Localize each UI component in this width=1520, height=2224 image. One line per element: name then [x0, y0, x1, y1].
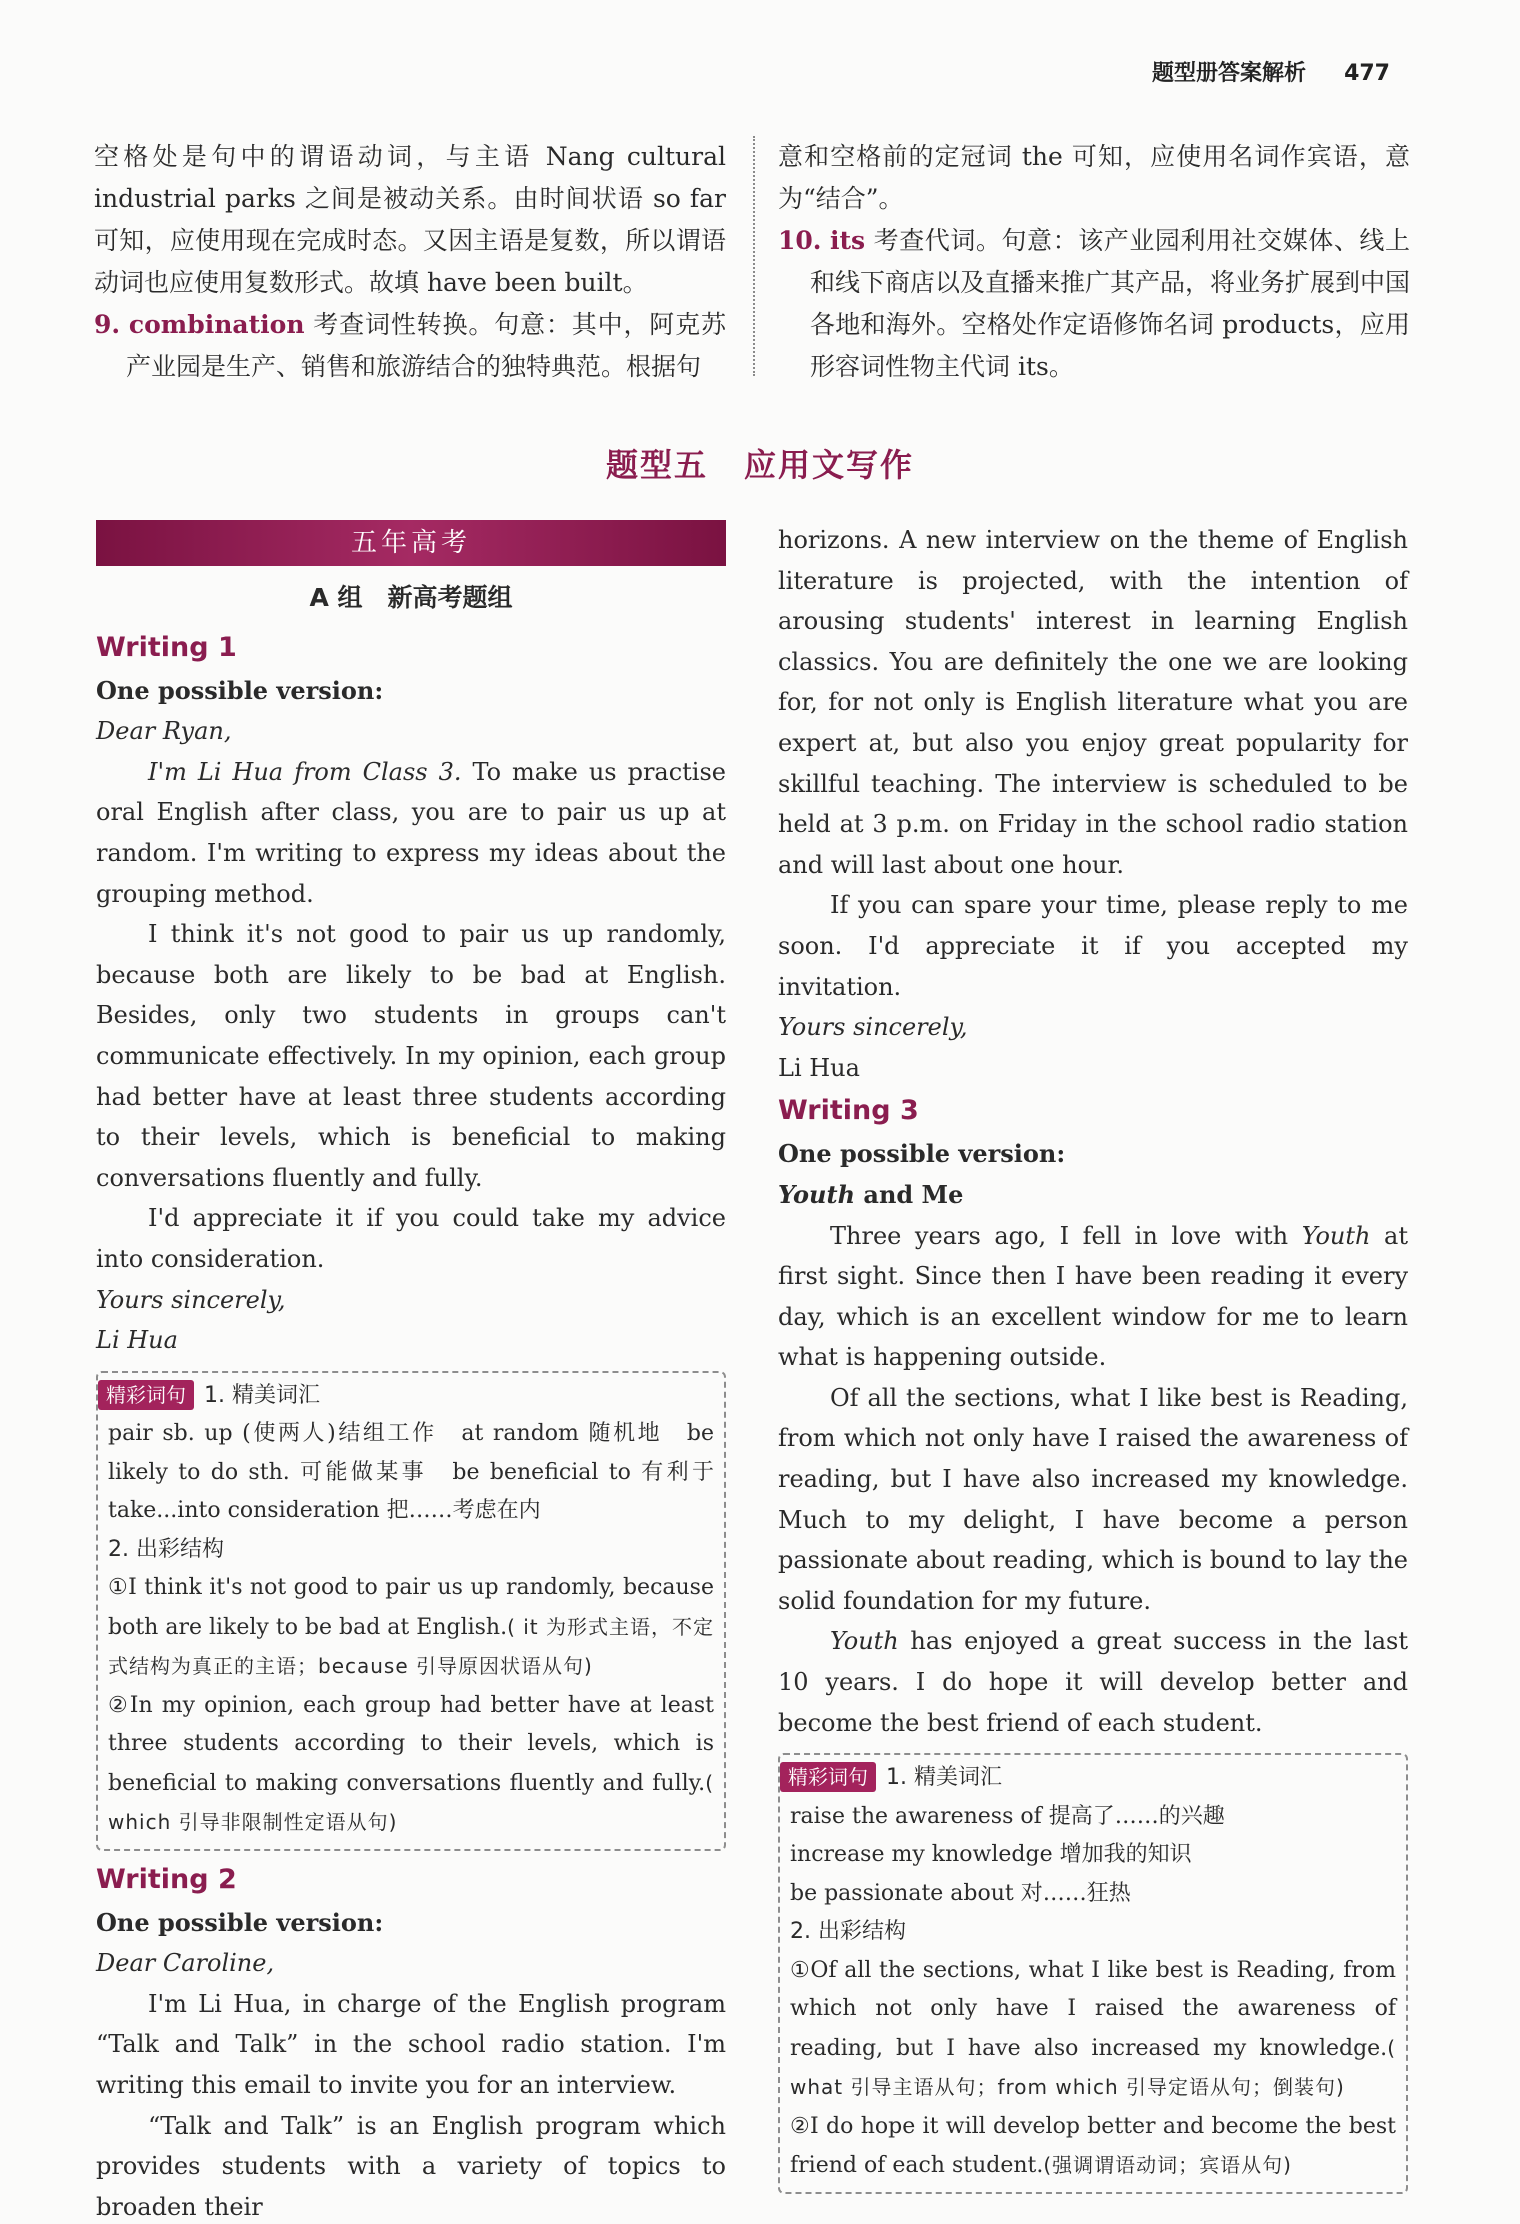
structure-item [108, 1569, 714, 1687]
paragraph-text: Three years ago, I fell in love with [830, 1221, 1302, 1250]
paragraph: If you can spare your time, please reply to me soon. I'd appreciate it if you accepted my invitation. [778, 891, 1408, 1001]
structure-heading: 2. 出彩结构 [790, 1919, 906, 1945]
answer-explanation-8: 空格处是句中的谓语动词，与主语 Nang cultural industrial parks 之间是被动关系。由时间状语 so far 可知，应使用现在完成时态。又因主语是复数，所以谓语动词也应使用复数形式。故填 have been built。 [94, 142, 726, 297]
structure-item [790, 1952, 1396, 2108]
paragraph-text: at first sight. Since then I have been reading it every day, which is an excellent window for me to learn what is happening outside. [778, 1221, 1408, 1372]
right-column [778, 520, 1408, 2194]
structure-sentence: ②I do hope it will develop better and become the best friend of each student. [790, 2113, 1396, 2179]
paragraph [96, 752, 726, 914]
running-head-title: 题型册答案解析 [1152, 61, 1307, 86]
group-title: A 组 新高考题组 [309, 583, 513, 612]
page-number: 477 [1344, 61, 1390, 86]
magazine-name: Youth [830, 1627, 899, 1656]
item-number: 10. [778, 226, 822, 255]
structure-note: ( it 为形式主语，不定式结构为真正的主语；because 引导原因状语从句) [108, 1614, 715, 1679]
top-right-column [778, 136, 1410, 388]
essay-title-italic: Youth [778, 1179, 856, 1209]
essay-title [778, 1175, 1408, 1216]
section-name: 应用文写作 [744, 446, 915, 484]
section-label: 题型五 [605, 446, 708, 484]
paragraph-text: has enjoyed a great success in the last 10 years. I do hope it will develop better and become the best friend of each student. [778, 1627, 1408, 1737]
answer-word: its [830, 226, 866, 255]
answer-text: 考查代词。句意：该产业园利用社交媒体、线上和线下商店以及直播来推广其产品，将业务扩展到中国各地和海外。空格处作定语修饰名词 products，应用形容词性物主代词 its。 [810, 226, 1411, 381]
paragraph: I'm Li Hua, in charge of the English program “Talk and Talk” in the school radio station. I'm writing this email to invite you for an interview. [96, 1989, 726, 2100]
structure-note: ( what 引导主语从句；from which 引导定语从句；倒装句) [790, 2035, 1396, 2100]
writing-2-heading: Writing 2 [96, 1863, 237, 1895]
structure-item [108, 1687, 714, 1843]
vocab-heading: 1. 精美词汇 [204, 1382, 320, 1408]
column-divider [753, 136, 755, 376]
salutation: Dear Ryan, [96, 717, 232, 746]
paragraph: Of all the sections, what I like best is Reading, from which not only have I raised the awareness of reading, but I have also increased my knowledge. Much to my delight, I have become a person passionate about reading, which is bound to lay the solid foundation for my future. [778, 1383, 1408, 1615]
paragraph-text: To make us practise oral English after class, you are to pair us up at random. I'm writing to express my ideas about the grouping method. [96, 757, 727, 908]
answer-item-9 [94, 304, 726, 388]
vocab-heading: 1. 精美词汇 [886, 1765, 1002, 1791]
highlights-box [778, 1753, 1408, 2194]
structure-note: ( which 引导非限制性定语从句) [108, 1770, 714, 1835]
structure-sentence: ②In my opinion, each group had better have at least three students according to their levels, which is beneficial to making conversations fluently and fully. [108, 1692, 714, 1796]
signature-name: Li Hua [96, 1326, 178, 1355]
section-title [0, 440, 1520, 486]
salutation: Dear Caroline, [96, 1949, 275, 1978]
paragraph [778, 1216, 1408, 1378]
writing-3-heading: Writing 3 [778, 1095, 919, 1127]
version-label: One possible version: [96, 675, 384, 705]
highlights-tag: 精彩词句 [780, 1762, 876, 1792]
paragraph [778, 1621, 1408, 1743]
paragraph: I'd appreciate it if you could take my advice into consideration. [96, 1204, 726, 1273]
essay-title-rest: and Me [855, 1179, 964, 1209]
paragraph: “Talk and Talk” is an English program which provides students with a variety of topics to broaden their [96, 2111, 726, 2221]
paragraph: I think it's not good to pair us up randomly, because both are likely to be bad at English. Besides, only two students in groups can't communicate effectively. In my opinion, each group had better have at least three students according to their levels, which is beneficial to making conversations fluently and fully. [96, 920, 726, 1192]
version-label: One possible version: [778, 1139, 1066, 1169]
left-column [96, 520, 737, 2224]
answer-item-10 [778, 220, 1410, 388]
closing: Yours sincerely, [778, 1013, 968, 1042]
vocab-item: raise the awareness of 提高了……的兴趣 [790, 1803, 1225, 1829]
writing-1-heading: Writing 1 [96, 631, 237, 663]
answer-explanation-9-cont: 意和空格前的定冠词 the 可知，应使用名词作宾语，意为“结合”。 [778, 142, 1410, 213]
section-band: 五年高考 [96, 520, 726, 566]
vocab-list: pair sb. up (使两人)结组工作 at random 随机地 be likely to do sth. 可能做某事 be beneficial to 有利于 take...into consideration 把……考虑在内 [108, 1421, 737, 1524]
structure-heading: 2. 出彩结构 [108, 1536, 224, 1562]
closing: Yours sincerely, [96, 1285, 286, 1314]
structure-sentence: ①Of all the sections, what I like best is Reading, from which not only have I raised the awareness of reading, but I have also increased my knowledge. [790, 1957, 1396, 2061]
highlights-box [96, 1371, 737, 1851]
vocab-item: increase my knowledge 增加我的知识 [790, 1842, 1192, 1868]
version-label: One possible version: [96, 1907, 384, 1937]
highlights-tag: 精彩词句 [98, 1380, 194, 1410]
intro-italic: I'm Li Hua from Class 3. [148, 757, 462, 786]
top-left-column [94, 136, 726, 388]
vocab-item: be passionate about 对……狂热 [790, 1880, 1131, 1906]
paragraph: horizons. A new interview on the theme of English literature is projected, with the intention of arousing students' interest in learning English classics. You are definitely the one we are looking for, for not only is English literature what you are expert at, but also you enjoy great popularity for skillful teaching. The interview is scheduled to be held at 3 p.m. on Friday in the school radio station and will last about one hour. [778, 526, 1408, 879]
item-number: 9. [94, 310, 121, 339]
running-head [1152, 56, 1390, 87]
structure-sentence: ①I think it's not good to pair us up randomly, because both are likely to be bad at English. [108, 1575, 714, 1640]
structure-note: (强调谓语动词；宾语从句) [1043, 2153, 1292, 2178]
answer-text: 考查词性转换。句意：其中，阿克苏产业园是生产、销售和旅游结合的独特典范。根据句 [126, 310, 726, 381]
structure-item [790, 2108, 1396, 2186]
signature-name: Li Hua [778, 1053, 860, 1082]
answer-word: combination [128, 310, 305, 339]
magazine-name: Youth [1301, 1221, 1371, 1250]
